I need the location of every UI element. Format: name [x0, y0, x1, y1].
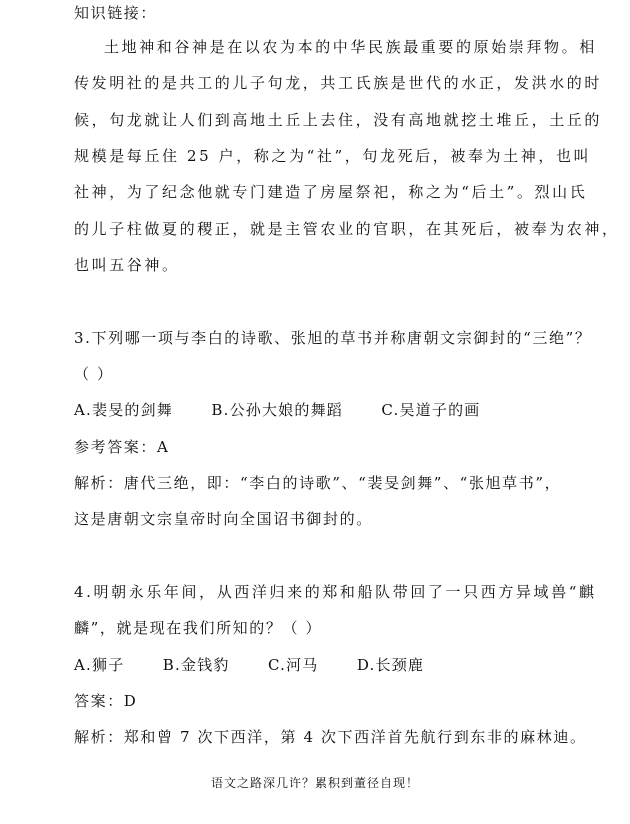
- option-c: C.吴道子的画: [381, 401, 481, 419]
- question-3-options: [74, 399, 512, 421]
- knowledge-heading: 知识链接：: [74, 4, 158, 22]
- knowledge-line: 土地神和谷神是在以农为本的中华民族最重要的原始崇拜物。相: [104, 38, 597, 56]
- question-4-text: 4.明朝永乐年间，从西洋归来的郑和船队带回了一只西方异域兽“麒: [74, 583, 597, 601]
- question-4-answer: 答案：D: [74, 692, 138, 710]
- option-a: A.裴旻的剑舞: [74, 401, 174, 419]
- question-4-text: 麟”，就是现在我们所知的？（ ）: [74, 619, 323, 637]
- knowledge-line: 社神，为了纪念他就专门建造了房屋祭祀，称之为“后土”。烈山氏: [74, 183, 588, 201]
- option-d: D.长颈鹿: [356, 656, 425, 674]
- knowledge-line: 传发明社的是共工的儿子句龙，共工氏族是世代的水正，发洪水的时: [74, 74, 603, 92]
- question-4-options: [74, 654, 456, 676]
- question-3-analysis: 这是唐朝文宗皇帝时向全国诏书御封的。: [74, 510, 373, 528]
- knowledge-line: 候，句龙就让人们到高地土丘上去住，没有高地就挖土堆丘，土丘的: [74, 111, 603, 129]
- page-footer: 语文之路深几许？累积到董径自现！: [210, 776, 419, 790]
- option-a: A.狮子: [74, 656, 125, 674]
- question-4-analysis: 解析：郑和曾 7 次下西洋，第 4 次下西洋首先航行到东非的麻林迪。: [74, 728, 587, 746]
- question-3-text: 3.下列哪一项与李白的诗歌、张旭的草书并称唐朝文宗御封的“三绝”？: [74, 329, 592, 347]
- question-3-analysis: 解析：唐代三绝，即：“李白的诗歌”、“裴旻剑舞”、“张旭草书”，: [74, 474, 562, 492]
- option-c: C.河马: [267, 656, 319, 674]
- knowledge-line: 的儿子柱做夏的稷正，就是主管农业的官职，在其死后，被奉为农神，: [74, 220, 620, 238]
- question-3-blank: （ ）: [74, 365, 114, 383]
- option-b: B.金钱豹: [162, 656, 230, 674]
- knowledge-line: 规模是每丘住 25 户，称之为“社”，句龙死后，被奉为土神，也叫: [74, 147, 592, 165]
- question-3-answer: 参考答案：A: [74, 438, 170, 456]
- option-b: B.公孙大娘的舞蹈: [211, 401, 343, 419]
- knowledge-line: 也叫五谷神。: [74, 256, 180, 274]
